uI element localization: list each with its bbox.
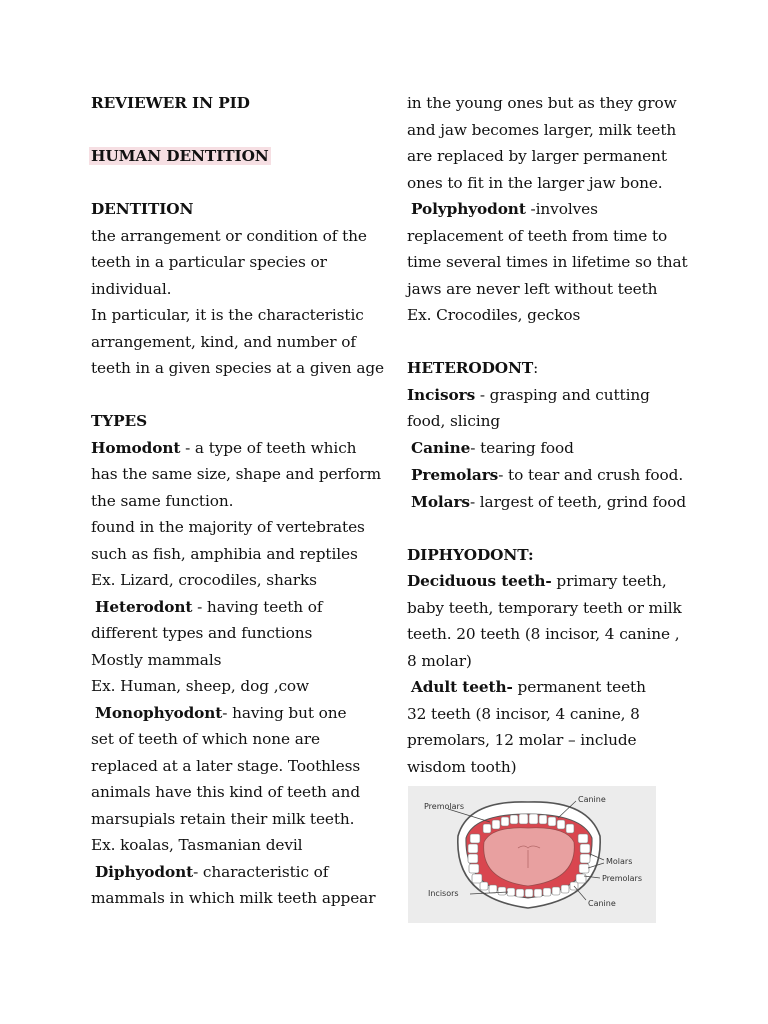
diphyodont-heading: DIPHYODONT: <box>407 545 534 564</box>
deciduous-line: baby teeth, temporary teeth or milk <box>407 598 682 617</box>
section-title: HUMAN DENTITION <box>91 147 269 165</box>
canine-definition: - tearing food <box>470 438 574 457</box>
monophyodont-line: animals have this kind of teeth and <box>91 783 361 801</box>
adult-teeth-line: 32 teeth (8 incisor, 4 canine, 8 <box>407 704 640 723</box>
premolars-term: Premolars <box>411 466 499 484</box>
polyphyodont-definition: -involves <box>525 200 598 218</box>
heterodont-entry <box>91 594 386 621</box>
homodont-line: the same function. <box>91 491 234 510</box>
dentition-line: individual. <box>91 279 172 298</box>
polyphyodont-line: jaws are never left without teeth <box>407 279 658 298</box>
diphyodont-line: mammals in which milk teeth appear <box>91 889 376 907</box>
diphyodont-continued-line: and jaw becomes larger, milk teeth <box>407 120 677 139</box>
right-column <box>407 90 707 780</box>
homodont-line: Ex. Lizard, crocodiles, sharks <box>91 571 317 589</box>
label-canine-bottom: Canine <box>588 899 616 908</box>
dentition-line: arrangement, kind, and number of <box>91 332 356 351</box>
diphyodont-continued-line: ones to fit in the larger jaw bone. <box>407 173 663 192</box>
dentition-heading: DENTITION <box>91 200 194 218</box>
monophyodont-entry <box>91 700 386 727</box>
label-molars: Molars <box>606 857 633 866</box>
adult-teeth-line: wisdom tooth) <box>407 757 517 776</box>
deciduous-line: teeth. 20 teeth (8 incisor, 4 canine , <box>407 625 680 643</box>
incisors-definition: - grasping and cutting <box>475 385 650 404</box>
dentition-line: teeth in a particular species or <box>91 253 327 271</box>
polyphyodont-line: time several times in lifetime so that <box>407 253 688 271</box>
molars-definition: - largest of teeth, grind food <box>469 492 687 511</box>
monophyodont-definition: - having but one <box>222 703 347 722</box>
homodont-line: found in the majority of vertebrates <box>91 518 365 536</box>
types-heading: TYPES <box>91 412 148 430</box>
heterodont-line: different types and functions <box>91 624 313 642</box>
label-premolars-top: Premolars <box>424 802 464 811</box>
deciduous-entry <box>407 568 707 595</box>
left-column <box>91 90 386 912</box>
mouth-diagram <box>408 786 656 923</box>
homodont-term: Homodont <box>91 438 181 457</box>
heterodont-definition: - having teeth of <box>192 597 323 616</box>
heterodont-term: Heterodont <box>95 597 193 616</box>
adult-teeth-line: premolars, 12 molar – include <box>407 731 637 749</box>
diphyodont-continued-line: are replaced by larger permanent <box>407 147 667 165</box>
monophyodont-term: Monophyodont <box>95 703 223 722</box>
label-incisors: Incisors <box>428 889 459 898</box>
canine-term: Canine <box>411 438 471 457</box>
adult-teeth-term: Adult teeth- <box>411 678 513 696</box>
homodont-entry <box>91 435 386 462</box>
homodont-line: such as fish, amphibia and reptiles <box>91 544 358 563</box>
heterodont-line: Ex. Human, sheep, dog ,cow <box>91 677 310 695</box>
dentition-line: teeth in a given species at a given age <box>91 359 384 377</box>
diphyodont-entry <box>91 859 386 886</box>
incisors-entry <box>407 382 707 409</box>
monophyodont-line: marsupials retain their milk teeth. <box>91 809 355 828</box>
deciduous-line: 8 molar) <box>407 651 472 670</box>
monophyodont-line: replaced at a later stage. Toothless <box>91 756 361 775</box>
dentition-line: In particular, it is the characteristic <box>91 306 364 324</box>
polyphyodont-entry <box>407 196 707 223</box>
label-premolars-right: Premolars <box>602 874 642 883</box>
canine-entry <box>407 435 707 462</box>
heterodont-line: Mostly mammals <box>91 650 222 669</box>
label-canine-top: Canine <box>578 795 606 804</box>
polyphyodont-line: replacement of teeth from time to <box>407 226 668 245</box>
diphyodont-definition: - characteristic of <box>193 862 329 881</box>
homodont-definition: - a type of teeth which <box>180 438 357 457</box>
adult-teeth-definition: permanent teeth <box>512 678 646 696</box>
incisors-term: Incisors <box>407 385 476 404</box>
adult-teeth-entry <box>407 674 707 701</box>
molars-term: Molars <box>411 492 470 511</box>
diphyodont-term: Diphyodont <box>95 862 194 881</box>
monophyodont-line: Ex. koalas, Tasmanian devil <box>91 836 303 854</box>
heterodont-heading: HETERODONT: <box>407 359 539 377</box>
deciduous-definition: primary teeth, <box>551 572 667 590</box>
homodont-line: has the same size, shape and perform <box>91 465 381 483</box>
document-title: REVIEWER IN PID <box>91 94 250 112</box>
premolars-definition: - to tear and crush food. <box>498 466 684 484</box>
deciduous-term: Deciduous teeth- <box>407 572 552 590</box>
monophyodont-line: set of teeth of which none are <box>91 730 320 748</box>
molars-entry <box>407 489 707 516</box>
incisors-line: food, slicing <box>407 412 501 430</box>
polyphyodont-term: Polyphyodont <box>411 200 526 218</box>
polyphyodont-line: Ex. Crocodiles, geckos <box>407 306 581 324</box>
premolars-entry <box>407 462 707 489</box>
dentition-line: the arrangement or condition of the <box>91 226 367 245</box>
mouth-illustration <box>408 786 656 923</box>
diphyodont-continued-line: in the young ones but as they grow <box>407 94 677 112</box>
